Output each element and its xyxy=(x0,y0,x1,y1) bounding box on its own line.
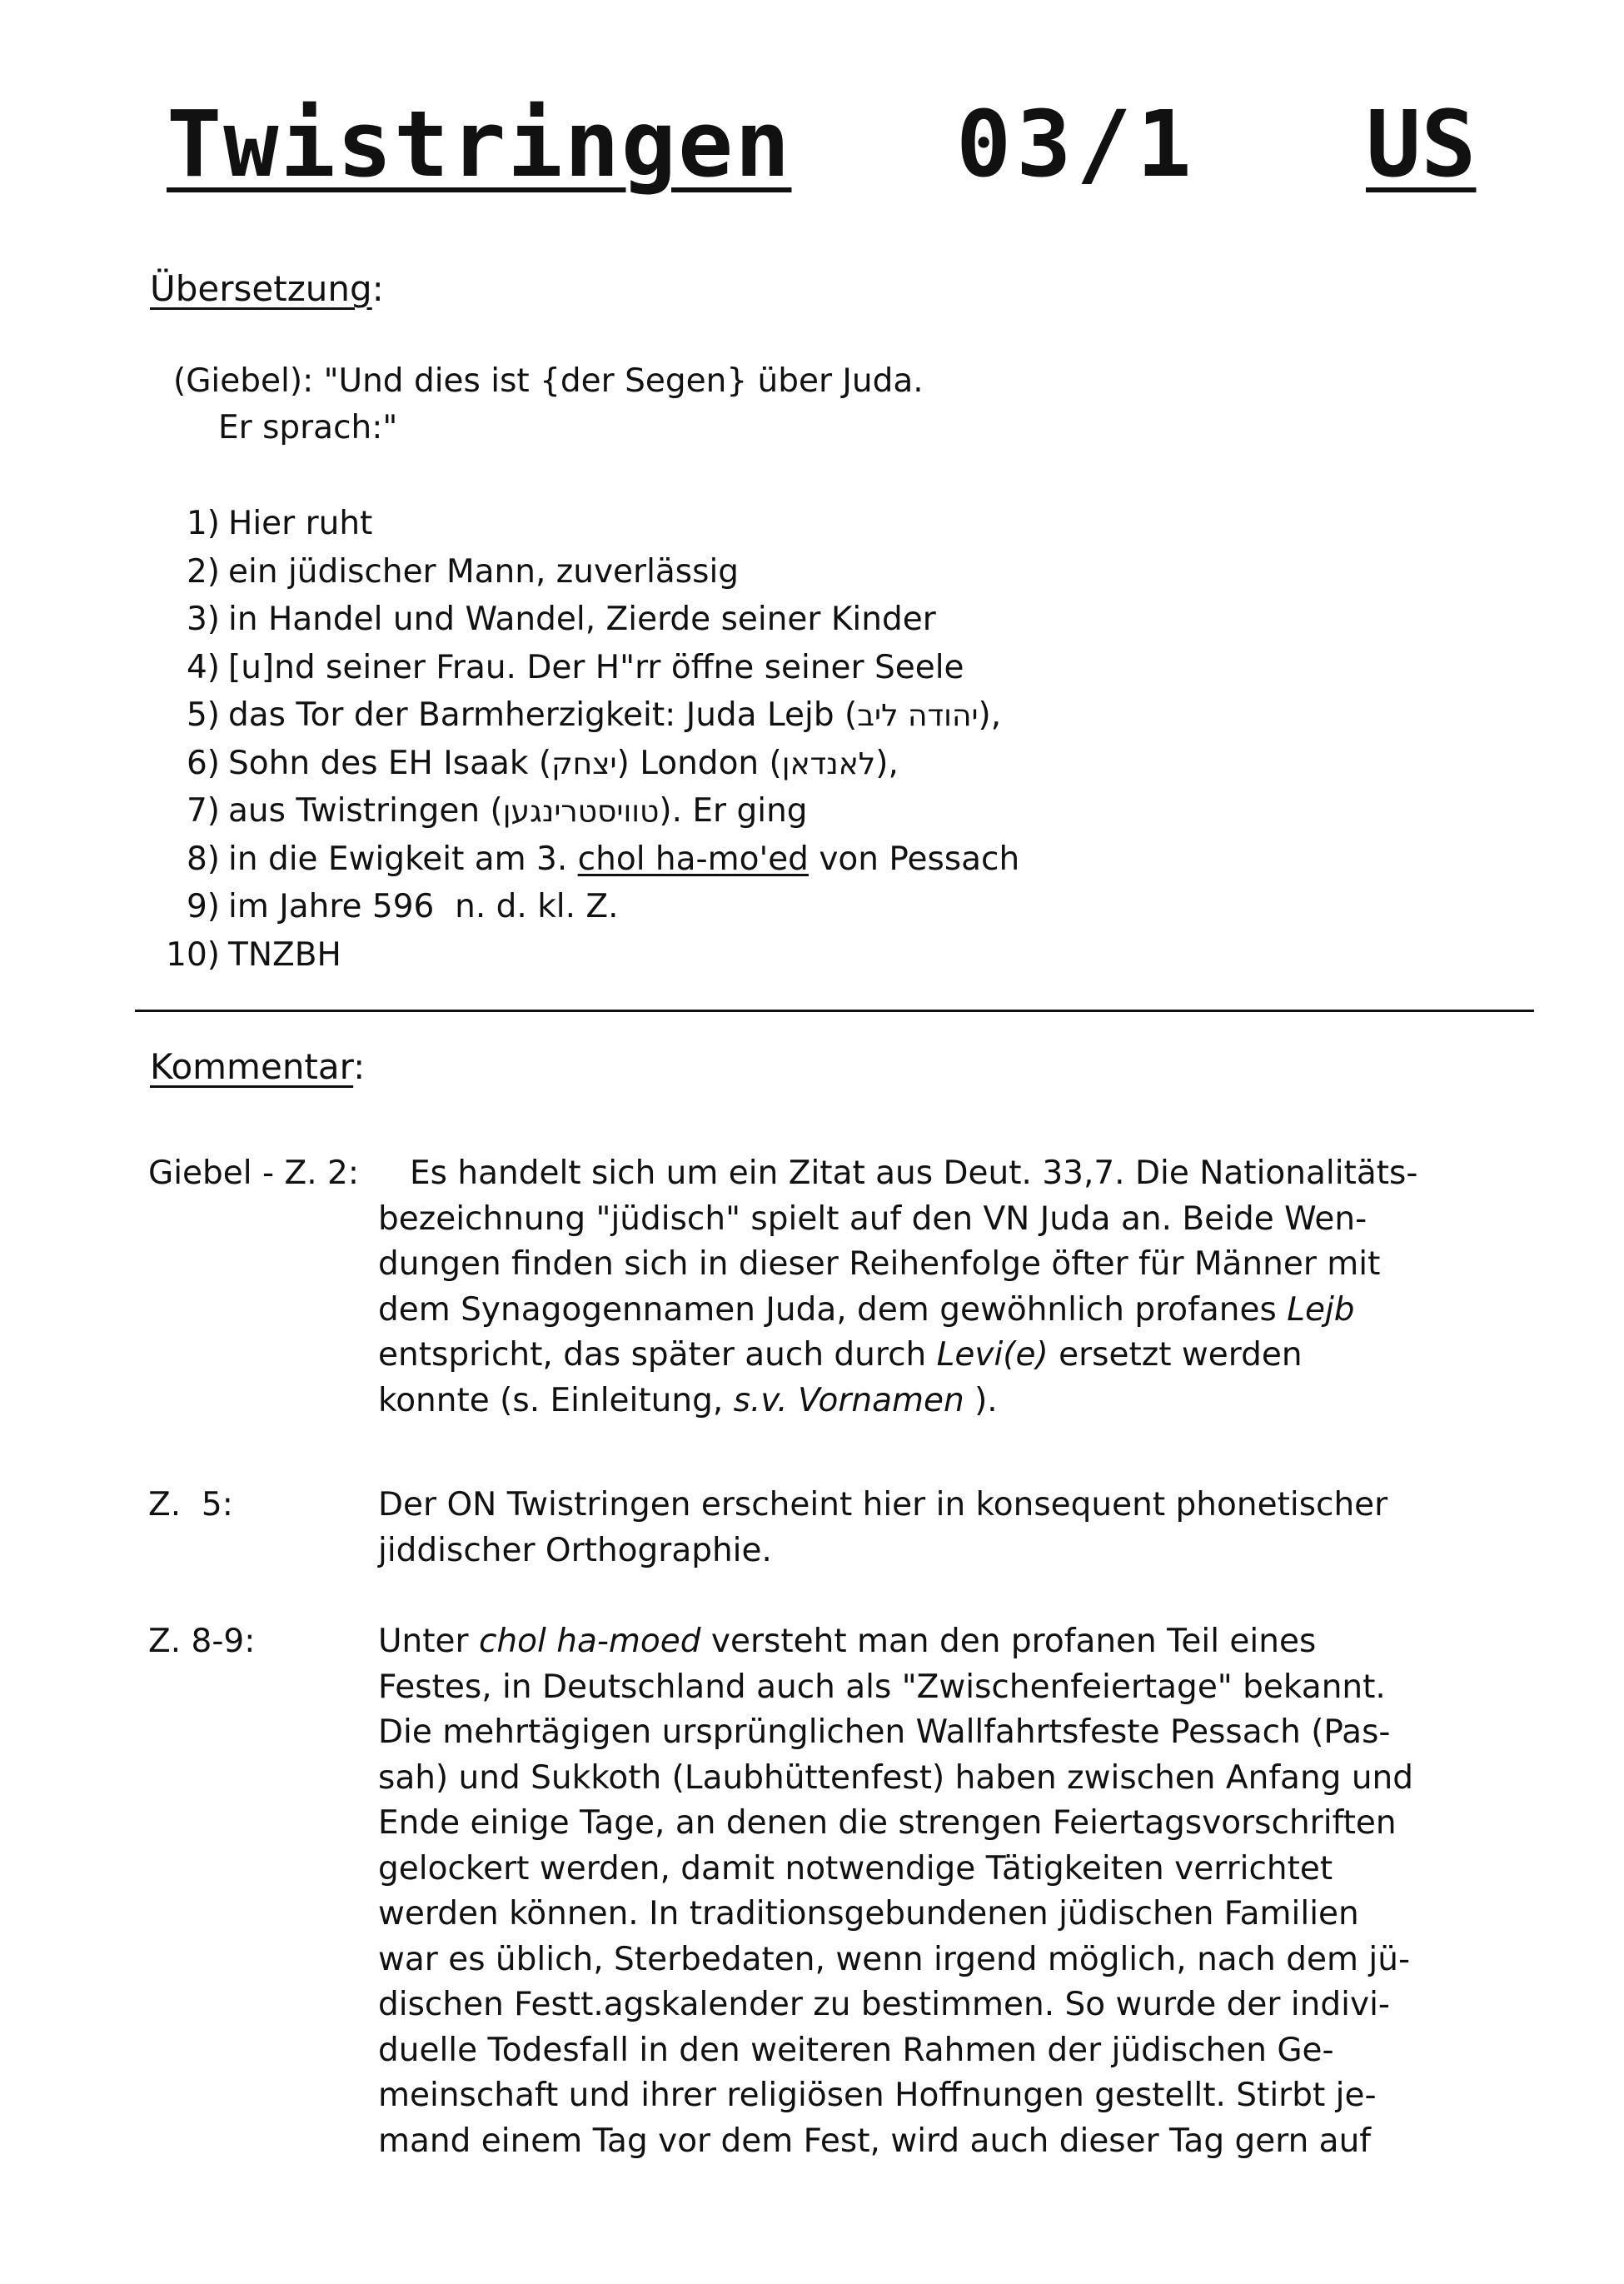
entry-label: Giebel - Z. 2: xyxy=(148,1154,359,1192)
line-number: 9) xyxy=(186,888,220,925)
entry-line: werden können. In traditionsgebundenen jüdischen Familien xyxy=(378,1895,1359,1932)
line-number: 7) xyxy=(186,792,220,830)
inscription-line xyxy=(153,691,1019,740)
inscription-line xyxy=(153,740,1019,788)
line-text: das Tor der Barmherzigkeit: Juda Lejb (יהודה ליב), xyxy=(228,696,1002,734)
entry-line: Der ON Twistringen erscheint hier in konsequent phonetischer xyxy=(378,1486,1388,1523)
line-number: 10) xyxy=(166,935,220,974)
hebrew-place: טוויסטרינגען xyxy=(502,795,660,829)
line-number: 3) xyxy=(186,601,220,638)
document-number: 03/1 xyxy=(956,91,1197,197)
entry-text xyxy=(410,1151,1624,1197)
inscription-line xyxy=(153,835,1019,884)
entry-line: dungen finden sich in dieser Reihenfolge öfter für Männer mit xyxy=(378,1245,1381,1283)
inscription-line xyxy=(153,644,1019,692)
translation-intro xyxy=(173,358,924,451)
line-text: Sohn des EH Isaak (יצחק) London (לאנדאן), xyxy=(228,744,899,782)
line-text: [u]nd seiner Frau. Der H"rr öffne seiner Seele xyxy=(228,648,964,686)
section-divider xyxy=(135,1010,1534,1012)
line-number: 5) xyxy=(186,696,220,734)
inscription-line xyxy=(153,883,1019,931)
hebrew-name: יהודה ליב xyxy=(857,699,979,733)
line-number: 8) xyxy=(186,840,220,878)
entry-line: bezeichnung "jüdisch" spielt auf den VN Juda an. Beide Wen- xyxy=(378,1199,1367,1238)
entry-label: Z. 8-9: xyxy=(148,1623,256,1660)
inscription-line xyxy=(153,931,1019,980)
line-text: in Handel und Wandel, Zierde seiner Kinder xyxy=(228,601,936,638)
entry-line: jiddischer Orthographie. xyxy=(378,1531,772,1569)
intro-line: (Giebel): "Und dies ist {der Segen} über Juda. xyxy=(173,362,924,400)
entry-line: meinschaft und ihrer religiösen Hoffnungen gestellt. Stirbt je- xyxy=(378,2077,1377,2114)
line-number: 2) xyxy=(186,552,220,591)
entry-line: Es handelt sich um ein Zitat aus Deut. 33,7. Die Nationalitäts- xyxy=(410,1154,1418,1192)
inscription-line xyxy=(153,500,1019,548)
inscription-line xyxy=(153,596,1019,644)
entry-line: gelockert werden, damit notwendige Tätigkeiten verrichtet xyxy=(378,1849,1333,1888)
line-text: TNZBH xyxy=(228,935,341,974)
line-text: in die Ewigkeit am 3. chol ha-mo'ed von Pessach xyxy=(228,840,1020,878)
entry-line: war es üblich, Sterbedaten, wenn irgend möglich, nach dem jü- xyxy=(378,1940,1411,1978)
document-title: Twistringen xyxy=(167,91,792,197)
hebrew-name: יצחק xyxy=(551,746,617,781)
commentary-heading: Kommentar: xyxy=(150,1046,366,1087)
hebrew-place: לאנדאן xyxy=(781,746,876,781)
entry-line: konnte (s. Einleitung, s.v. Vornamen ). xyxy=(378,1381,998,1419)
inscription-lines xyxy=(153,500,1019,979)
entry-line: sah) und Sukkoth (Laubhüttenfest) haben zwischen Anfang und xyxy=(378,1758,1414,1797)
entry-text xyxy=(378,1619,1624,2164)
entry-label: Z. 5: xyxy=(148,1486,233,1523)
entry-line: duelle Todesfall in den weiteren Rahmen der jüdischen Ge- xyxy=(378,2031,1334,2069)
entry-line: dem Synagogennamen Juda, dem gewöhnlich profanes Lejb xyxy=(378,1290,1355,1329)
line-text: im Jahre 596 n. d. kl. Z. xyxy=(228,888,619,925)
entry-text xyxy=(378,1197,1624,1424)
entry-line: Die mehrtägigen ursprünglichen Wallfahrtsfeste Pessach (Pas- xyxy=(378,1713,1391,1751)
line-text: ein jüdischer Mann, zuverlässig xyxy=(228,552,740,591)
line-number: 1) xyxy=(186,505,220,542)
line-number: 6) xyxy=(186,744,220,782)
translation-heading: Übersetzung: xyxy=(150,268,384,309)
entry-line: mand einem Tag vor dem Fest, wird auch dieser Tag gern auf xyxy=(378,2122,1372,2160)
line-text: aus Twistringen (טוויסטרינגען). Er ging xyxy=(228,792,808,830)
intro-line: Er sprach:" xyxy=(218,409,398,446)
line-number: 4) xyxy=(186,648,220,686)
entry-line: entspricht, das später auch durch Levi(e) ersetzt werden xyxy=(378,1336,1303,1374)
entry-line: Unter chol ha-moed versteht man den profanen Teil eines xyxy=(378,1623,1317,1660)
inscription-line xyxy=(153,787,1019,835)
entry-line: Ende einige Tage, an denen die strengen Feiertagsvorschriften xyxy=(378,1804,1397,1842)
entry-line: dischen Festt.agskalender zu bestimmen. So wurde der indivi- xyxy=(378,1986,1390,2023)
inscription-line xyxy=(153,548,1019,596)
entry-text xyxy=(378,1483,1624,1573)
entry-line: Festes, in Deutschland auch als "Zwischenfeiertage" bekannt. xyxy=(378,1668,1386,1706)
document-code: US xyxy=(1366,91,1477,197)
line-text: Hier ruht xyxy=(228,505,373,542)
